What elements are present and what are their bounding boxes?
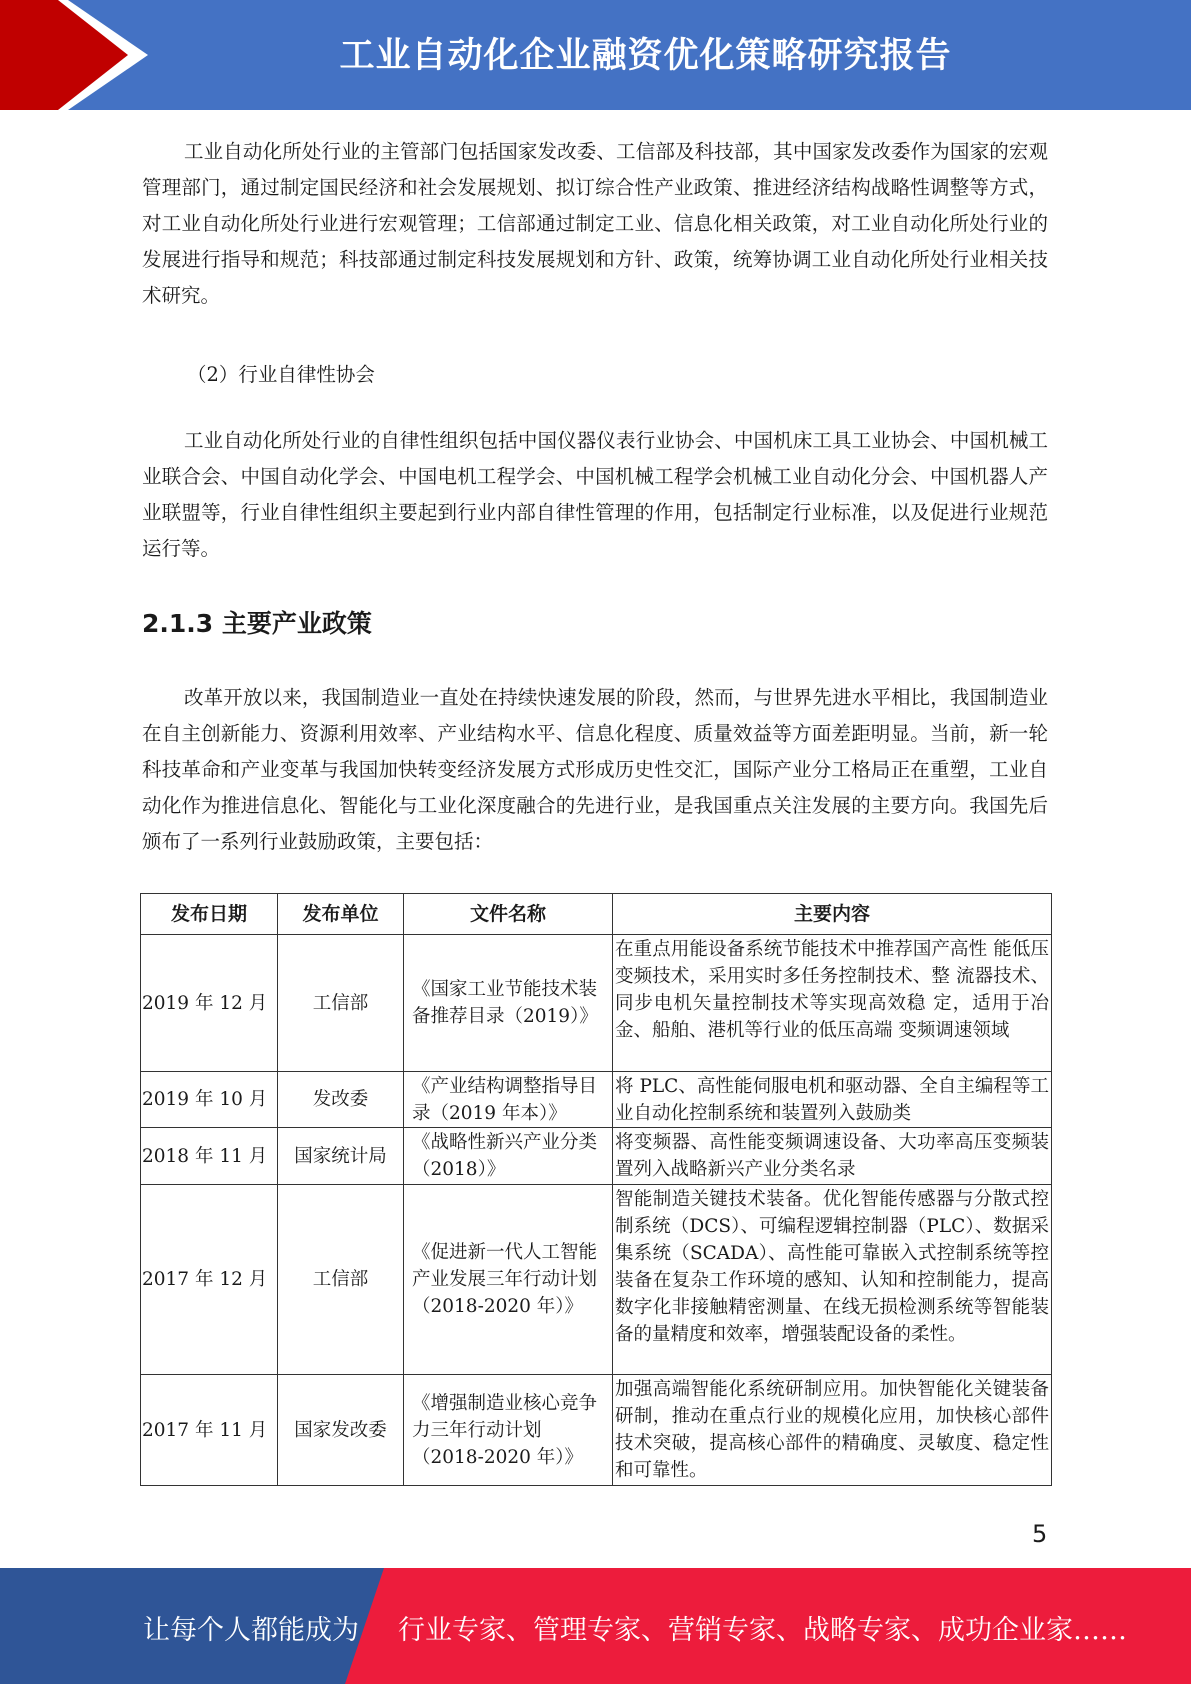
header-unit: 发布单位 [278,894,404,935]
footer-slogan-right: 行业专家、管理专家、营销专家、战略专家、成功企业家…… [398,1615,1127,1646]
cell-content: 将 PLC、高性能伺服电机和驱动器、全自主编程等工业自动化控制系统和装置列入鼓励类 [613,1072,1052,1128]
subheading-self-regulatory: （2）行业自律性协会 [187,363,375,386]
cell-doc: 《增强制造业核心竞争力三年行动计划（2018-2020 年）》 [404,1375,613,1486]
header-date: 发布日期 [141,894,278,935]
cell-unit: 工信部 [278,935,404,1072]
table-row [141,1375,1052,1486]
paragraph-policy-intro: 改革开放以来，我国制造业一直处在持续快速发展的阶段，然而，与世界先进水平相比，我国制造业在自主创新能力、资源利用效率、产业结构水平、信息化程度、质量效益等方面差距明显。当前，新一轮科技革命和产业变革与我国加快转变经济发展方式形成历史性交汇，国际产业分工格局正在重塑，工业自动化作为推进信息化、智能化与工业化深度融合的先进行业，是我国重点关注发展的主要方向。我国先后颁布了一系列行业鼓励政策，主要包括： [142,686,1048,853]
policy-table [140,893,1052,1486]
footer-slogan-left: 让每个人都能成为 [143,1615,359,1646]
cell-doc: 《产业结构调整指导目录（2019 年本）》 [404,1072,613,1128]
cell-date: 2019 年 12 月 [141,935,278,1072]
cell-doc: 《国家工业节能技术装备推荐目录（2019）》 [404,935,613,1072]
table-row [141,1128,1052,1185]
report-title: 工业自动化企业融资优化策略研究报告 [339,36,952,76]
cell-unit: 工信部 [278,1185,404,1375]
section-title: 2.1.3 主要产业政策 [142,609,372,638]
paragraph-associations: 工业自动化所处行业的自律性组织包括中国仪器仪表行业协会、中国机床工具工业协会、中国机械工业联合会、中国自动化学会、中国电机工程学会、中国机械工程学会机械工业自动化分会、中国机器人产业联盟等，行业自律性组织主要起到行业内部自律性管理的作用，包括制定行业标准，以及促进行业规范运行等。 [142,429,1048,560]
table-row [141,935,1052,1072]
page-number: 5 [1032,1520,1048,1548]
table-row [141,1072,1052,1128]
cell-unit: 国家发改委 [278,1375,404,1486]
cell-doc: 《战略性新兴产业分类（2018）》 [404,1128,613,1185]
table-header-row [141,894,1052,935]
table-row [141,1185,1052,1375]
cell-content: 智能制造关键技术装备。优化智能传感器与分散式控制系统（DCS）、可编程逻辑控制器（PLC）、数据采集系统（SCADA）、高性能可靠嵌入式控制系统等控装备在复杂工作环境的感知、认知和控制能力，提高数字化非接触精密测量、在线无损检测系统等智能装备的量精度和效率，增强装配设备的柔性。 [613,1185,1052,1375]
cell-date: 2019 年 10 月 [141,1072,278,1128]
footer-banner [0,1568,1191,1684]
cell-content: 将变频器、高性能变频调速设备、大功率高压变频装置列入战略新兴产业分类名录 [613,1128,1052,1185]
paragraph-regulators: 工业自动化所处行业的主管部门包括国家发改委、工信部及科技部，其中国家发改委作为国家的宏观管理部门，通过制定国民经济和社会发展规划、拟订综合性产业政策、推进经济结构战略性调整等方式，对工业自动化所处行业进行宏观管理；工信部通过制定工业、信息化相关政策，对工业自动化所处行业的发展进行指导和规范；科技部通过制定科技发展规划和方针、政策，统筹协调工业自动化所处行业相关技术研究。 [142,140,1048,307]
cell-date: 2017 年 12 月 [141,1185,278,1375]
cell-doc: 《促进新一代人工智能产业发展三年行动计划（2018-2020 年）》 [404,1185,613,1375]
cell-content: 在重点用能设备系统节能技术中推荐国产高性 能低压变频技术，采用实时多任务控制技术、整 流器技术、同步电机矢量控制技术等实现高效稳 定，适用于冶金、船舶、港机等行业的低压高端 变频调速领域 [613,935,1052,1072]
cell-date: 2017 年 11 月 [141,1375,278,1486]
cell-content: 加强高端智能化系统研制应用。加快智能化关键装备研制，推动在重点行业的规模化应用，加快核心部件技术突破，提高核心部件的精确度、灵敏度、稳定性和可靠性。 [613,1375,1052,1486]
header-content: 主要内容 [613,894,1052,935]
cell-date: 2018 年 11 月 [141,1128,278,1185]
header-doc: 文件名称 [404,894,613,935]
cell-unit: 国家统计局 [278,1128,404,1185]
header-banner [0,0,1191,110]
cell-unit: 发改委 [278,1072,404,1128]
